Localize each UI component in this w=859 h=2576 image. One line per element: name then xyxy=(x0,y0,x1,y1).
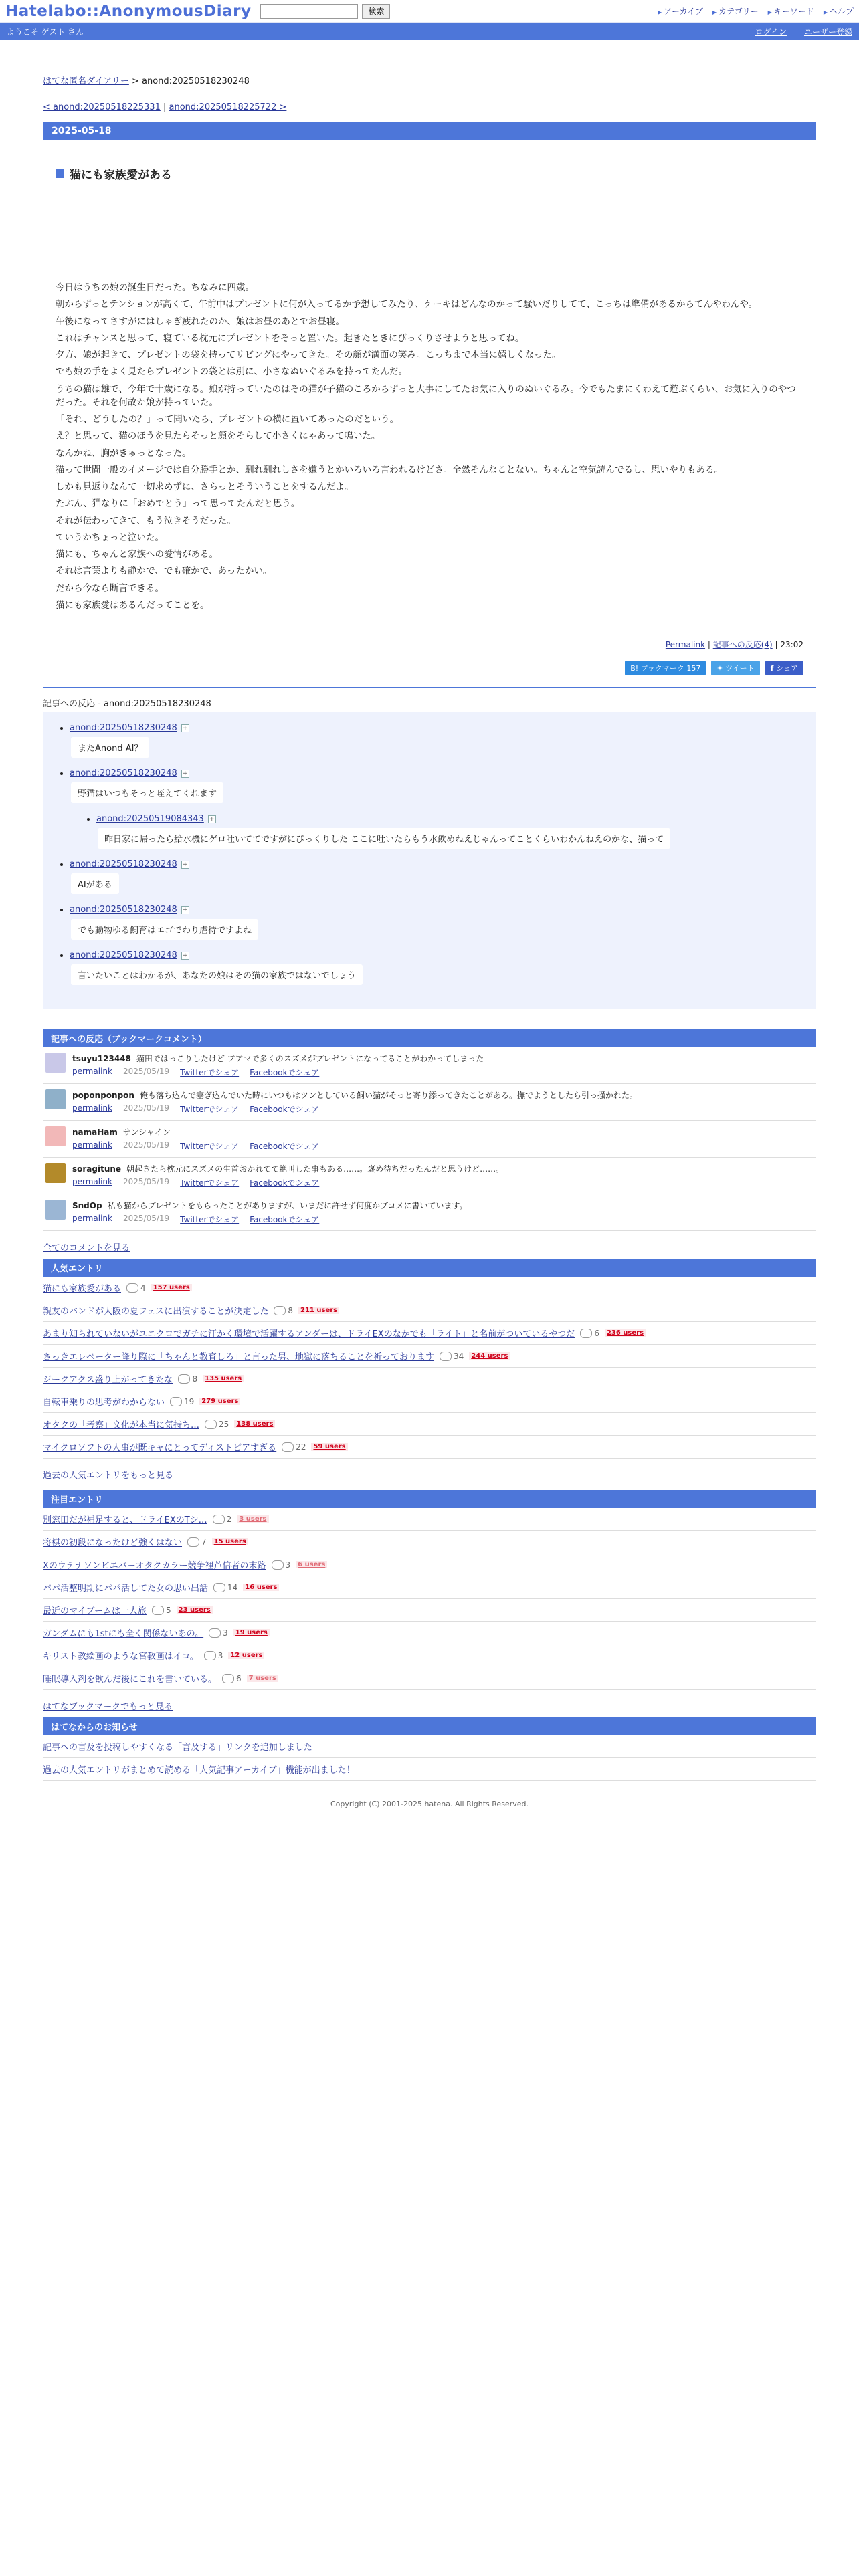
bookmark-comment xyxy=(43,1121,816,1158)
bookmark-twitter-share[interactable]: Twitterでシェア xyxy=(180,1178,240,1188)
reaction-item xyxy=(70,859,803,894)
bookmark-twitter-share[interactable]: Twitterでシェア xyxy=(180,1142,240,1151)
entry-paragraph: 猫にも家族愛はあるんだってことを。 xyxy=(56,599,209,611)
entry-paragraph: なんかね、胸がきゅっとなった。 xyxy=(56,447,191,459)
permalink-link[interactable]: Permalink xyxy=(665,640,706,649)
expand-icon[interactable]: + xyxy=(181,770,189,778)
expand-icon[interactable]: + xyxy=(181,906,189,914)
entry-paragraph: これはチャンスと思って、寝ている枕元にプレゼントをそっと置いた。起きたときにびっくりさせようと思ってね。 xyxy=(56,332,524,344)
top-nav xyxy=(658,5,854,17)
next-entry-link[interactable]: anond:20250518225722 > xyxy=(169,102,287,112)
breadcrumb-current: anond:20250518230248 xyxy=(142,76,250,86)
search-form xyxy=(260,4,390,19)
users-count-badge[interactable]: 211 users xyxy=(298,1307,339,1314)
all-comments-row xyxy=(43,1241,816,1253)
entry-paragraph: しかも見返りなんて一切求めずに、さらっとそういうことをするんだよ。 xyxy=(56,481,354,492)
notice-link[interactable]: 記事への言及を投稿しやすくなる「言及する」リンクを追加しました xyxy=(43,1743,312,1753)
entry-paragraph: それが伝わってきて、もう泣きそうだった。 xyxy=(56,515,236,526)
bookmark-comment xyxy=(43,1158,816,1194)
notice-list xyxy=(43,1735,816,1781)
welcome-text: ようこそ ゲスト さん xyxy=(7,27,84,37)
comment-count-icon[interactable]: 19 xyxy=(170,1397,194,1406)
users-count-badge[interactable]: 135 users xyxy=(203,1375,244,1382)
comment-count-icon[interactable]: 6 xyxy=(222,1674,242,1683)
bookmark-user[interactable]: tsuyu123448 xyxy=(72,1054,131,1063)
title-square-icon xyxy=(56,169,64,178)
nav-category[interactable]: ▶ カテゴリー xyxy=(712,5,759,17)
popular-entry xyxy=(43,1413,816,1436)
reaction-link-row xyxy=(70,768,803,778)
avatar[interactable] xyxy=(45,1089,66,1109)
reaction-text: AIがある xyxy=(71,873,119,894)
user-bar xyxy=(0,23,859,40)
reaction-item xyxy=(70,768,803,849)
entry-blank-space xyxy=(56,182,803,281)
reaction-item xyxy=(70,950,803,985)
users-count-badge[interactable]: 157 users xyxy=(151,1284,192,1291)
expand-icon[interactable]: + xyxy=(181,861,189,869)
bookmark-permalink[interactable]: permalink xyxy=(72,1103,112,1113)
entry-paragraph: でも娘の手をよく見たらプレゼントの袋とは別に、小さなぬいぐるみを持ってたんだ。 xyxy=(56,366,407,378)
search-button[interactable]: 検索 xyxy=(362,4,390,19)
reaction-header xyxy=(70,859,189,869)
avatar[interactable] xyxy=(45,1126,66,1146)
bookmark-comment xyxy=(43,1084,816,1121)
reaction-id-link[interactable]: • anond:20250518230248 xyxy=(70,723,177,733)
bookmark-actions xyxy=(72,1140,319,1152)
reaction-link-row xyxy=(70,859,803,869)
bookmark-actions xyxy=(72,1067,484,1078)
all-comments-link[interactable]: 全てのコメントを見る xyxy=(43,1243,130,1253)
entry-paragraph: 今日はうちの娘の誕生日だった。ちなみに四歳。 xyxy=(56,282,254,293)
popular-entry xyxy=(43,1368,816,1390)
reaction-id-link[interactable]: • anond:20250518230248 xyxy=(70,768,177,778)
entry-link[interactable]: オタクの「考察」文化が本当に気持ち… xyxy=(43,1420,200,1430)
bookmark-top xyxy=(72,1163,504,1174)
popular-entry xyxy=(43,1390,816,1413)
popular-entry xyxy=(43,1436,816,1459)
avatar[interactable] xyxy=(45,1053,66,1073)
bookmark-comment-text: サンシャイン xyxy=(122,1128,171,1137)
bookmark-comments xyxy=(43,1047,816,1231)
login-link[interactable]: ログイン xyxy=(755,27,787,37)
users-count-badge[interactable]: 3 users xyxy=(237,1515,268,1523)
notable-entry xyxy=(43,1622,816,1644)
tweet-button[interactable] xyxy=(711,661,759,675)
reaction-item xyxy=(70,905,803,940)
entry-link[interactable]: 最近のマイブームは一人旅 xyxy=(43,1606,147,1616)
facebook-icon: f xyxy=(770,664,777,673)
reaction-link-row xyxy=(70,723,803,733)
popular-list xyxy=(43,1277,816,1459)
bookmark-facebook-share[interactable]: Facebookでシェア xyxy=(250,1105,320,1114)
bookmark-body xyxy=(72,1053,484,1078)
entry-link[interactable]: パパ活整明期にパパ活してた女の思い出話 xyxy=(43,1584,209,1594)
users-count-badge[interactable]: 15 users xyxy=(212,1538,248,1545)
bookmarks-heading: 記事への反応（ブックマークコメント） xyxy=(43,1029,816,1047)
nav-keyword[interactable]: ▶ キーワード xyxy=(768,5,814,17)
bookmark-permalink[interactable]: permalink xyxy=(72,1177,112,1186)
entry-paragraph: 猫にも、ちゃんと家族への愛情がある。 xyxy=(56,549,218,560)
notice-heading: はてなからのお知らせ xyxy=(43,1717,816,1735)
comment-count-icon[interactable]: 8 xyxy=(178,1374,197,1384)
nav-archive[interactable]: ▶ アーカイブ xyxy=(658,5,703,17)
notable-entry xyxy=(43,1644,816,1667)
reactions-list xyxy=(70,723,803,985)
entry-paragraph: 朝からずっとテンションが高くて、午前中はプレゼントに何が入ってるか予想してみたり、ケーキはどんなのかって騒いだりしてて、こっちは準備があるからてんやわんや。 xyxy=(56,299,758,310)
popular-entry xyxy=(43,1299,816,1322)
popular-entry xyxy=(43,1277,816,1299)
entry-link[interactable]: 親友のバンドが大阪の夏フェスに出演することが決定した xyxy=(43,1307,269,1317)
bookmark-facebook-share[interactable]: Facebookでシェア xyxy=(250,1068,320,1077)
expand-icon[interactable]: + xyxy=(208,815,216,823)
entry-date: 2025-05-18 xyxy=(43,122,816,140)
prev-next-nav xyxy=(43,102,816,112)
entry-title-link[interactable]: 猫にも家族愛がある xyxy=(70,169,172,182)
breadcrumb xyxy=(43,74,816,86)
bookmark-permalink[interactable]: permalink xyxy=(72,1140,112,1150)
bookmark-body xyxy=(72,1089,638,1115)
reaction-link-row xyxy=(70,905,803,915)
bookmark-twitter-share[interactable]: Twitterでシェア xyxy=(180,1068,240,1077)
comment-count-icon[interactable]: 3 xyxy=(209,1628,228,1638)
entry-link[interactable]: Xのウテナソンビエバーオタクカラー競争裡芦信者の末路 xyxy=(43,1561,266,1571)
bookmark-user[interactable]: soragitune xyxy=(72,1164,122,1174)
bookmark-top xyxy=(72,1053,484,1064)
comment-count-icon[interactable]: 3 xyxy=(204,1651,223,1660)
bookmark-comment-text: 俺も落ち込んで塞ぎ込んでいた時にいつもはツンとしている飼い猫がそっと寄り添ってきたことがある。撫でようとしたら引っ掻かれた。 xyxy=(139,1091,638,1100)
users-count-badge[interactable]: 236 users xyxy=(605,1329,646,1337)
entry-paragraph: 夕方、娘が起きて、プレゼントの袋を持ってリビングにやってきた。その顔が満面の笑み。こっちまで本当に嬉しくなった。 xyxy=(56,350,561,360)
entry-paragraph: ていうかちょっと泣いた。 xyxy=(56,532,164,543)
bookmark-comment xyxy=(43,1047,816,1084)
comment-count-icon[interactable]: 14 xyxy=(213,1583,237,1592)
users-count-badge[interactable]: 19 users xyxy=(233,1629,270,1636)
prev-next-sep: | xyxy=(160,102,169,112)
entry-title xyxy=(56,165,803,182)
entry-paragraph: それは言葉よりも静かで、でも確かで、あったかい。 xyxy=(56,566,272,577)
users-count-badge[interactable]: 138 users xyxy=(234,1420,275,1428)
comment-count-icon[interactable]: 2 xyxy=(213,1515,232,1524)
entry-paragraph: 「それ、どうしたの？」って聞いたら、プレゼントの横に置いてあったのだという。 xyxy=(56,414,399,425)
bookmark-comment-text: 朝起きたら枕元にスズメの生首おかれてて絶叫した事もある……。褒め待ちだったんだと思うけど……。 xyxy=(126,1164,504,1174)
notable-entry xyxy=(43,1553,816,1576)
notable-list xyxy=(43,1508,816,1690)
comment-count-icon[interactable]: 25 xyxy=(205,1420,229,1429)
bookmark-actions xyxy=(72,1177,504,1188)
prev-entry-link[interactable]: < anond:20250518225331 xyxy=(43,102,161,112)
reaction-text: でも動物ゆる飼育はエゴでわり虐待ですよね xyxy=(71,919,258,940)
notable-entry xyxy=(43,1667,816,1690)
nav-help[interactable]: ▶ ヘルプ xyxy=(824,5,854,17)
reaction-text: またAnond AI？ xyxy=(71,737,149,758)
expand-icon[interactable]: + xyxy=(181,952,189,960)
bookmark-actions xyxy=(72,1214,468,1225)
comment-count-icon[interactable]: 22 xyxy=(282,1442,306,1452)
entry-link[interactable]: 睡眠導入剤を飲んだ後にこれを書いている。 xyxy=(43,1675,217,1685)
bookmark-date: 2025/05/19 xyxy=(123,1177,170,1186)
reaction-link-row xyxy=(96,814,803,824)
entry xyxy=(43,122,816,688)
bookmark-body xyxy=(72,1126,319,1152)
reaction-header xyxy=(70,905,189,915)
bookmark-top xyxy=(72,1126,319,1138)
notable-entry xyxy=(43,1508,816,1531)
search-input[interactable] xyxy=(260,4,358,19)
users-count-badge[interactable]: 6 users xyxy=(296,1561,327,1568)
bookmark-date: 2025/05/19 xyxy=(123,1067,170,1076)
breadcrumb-home[interactable]: はてな匿名ダイアリー xyxy=(43,76,129,86)
reaction-text: 野猫はいつもそっと咥えてくれます xyxy=(71,782,223,803)
tweet-label: ツイート xyxy=(725,664,755,673)
bookmark-permalink[interactable]: permalink xyxy=(72,1067,112,1076)
reaction-id-link[interactable]: • anond:20250518230248 xyxy=(70,950,177,960)
entry-link[interactable]: さっきエレベーター降り際に「ちゃんと教育しろ」と言った男、地獄に落ちることを祈っております xyxy=(43,1352,435,1362)
comment-count-icon[interactable]: 4 xyxy=(126,1283,146,1293)
entry-paragraph: 猫って世間一般のイメージでは自分勝手とか、馴れ馴れしさを嫌うとかいろいろ言われるけどさ。全然そんなことない。ちゃんと空気読んでるし、思いやりもある。 xyxy=(56,464,724,475)
notable-entry xyxy=(43,1599,816,1622)
notable-entry xyxy=(43,1531,816,1553)
entry-link[interactable]: 別窓田だが補足すると、ドライEXのTシ… xyxy=(43,1515,207,1525)
bookmark-comment-text: 猫田ではっこりしたけど プアマで多くのスズメがプレゼントになってることがわかってしまった xyxy=(136,1054,484,1063)
reaction-id-link[interactable]: • anond:20250518230248 xyxy=(70,905,177,915)
users-count-badge[interactable]: 59 users xyxy=(311,1443,347,1451)
notice-link[interactable]: 過去の人気エントリがまとめて読める「人気記事アーカイブ」機能が出ました！ xyxy=(43,1765,355,1776)
child-reaction-item xyxy=(96,814,803,849)
facebook-share-button[interactable] xyxy=(765,661,803,675)
comment-count-icon[interactable]: 3 xyxy=(272,1560,291,1570)
entry-paragraph: うちの猫は雄で、今年で十歳になる。娘が持っていたのはその猫が子猫のころからずっと大事にしてたお気に入りのぬいぐるみ。今でもたまにくわえて遊ぶくらい、お気に入りのやつだった。それを何故か娘が持っていた。 xyxy=(56,383,796,408)
entry-link[interactable]: ジークアクス盛り上がってきたな xyxy=(43,1375,173,1385)
bookmark-twitter-share[interactable]: Twitterでシェア xyxy=(180,1105,240,1114)
child-reactions xyxy=(96,814,803,849)
bookmark-user[interactable]: poponponpon xyxy=(72,1091,134,1100)
entry-link[interactable]: 将棋の初段になったけど強くはない xyxy=(43,1538,183,1548)
entry-paragraph: 午後になってさすがにはしゃぎ疲れたのか、娘はお昼のあとでお昼寝。 xyxy=(56,316,345,327)
popular-heading: 人気エントリ xyxy=(43,1259,816,1277)
bookmark-user[interactable]: namaHam xyxy=(72,1128,118,1137)
entry-link[interactable]: キリスト教絵画のような宮教画はイコ。 xyxy=(43,1652,199,1662)
register-link[interactable]: ユーザー登録 xyxy=(803,27,852,37)
share-buttons xyxy=(56,661,803,675)
comment-count-icon[interactable]: 34 xyxy=(440,1352,464,1361)
comment-count-icon[interactable]: 8 xyxy=(274,1306,293,1315)
bookmark-body xyxy=(72,1163,504,1188)
reaction-header xyxy=(70,723,189,733)
entry-paragraph: だから今なら断言できる。 xyxy=(56,582,164,594)
site-logo[interactable]: Hatelabo::AnonymousDiary xyxy=(5,2,252,20)
popular-more-link[interactable]: 過去の人気エントリをもっと見る xyxy=(43,1471,174,1481)
reaction-id-link[interactable]: • anond:20250518230248 xyxy=(70,859,177,869)
reaction-item xyxy=(70,723,803,758)
users-count-badge[interactable]: 244 users xyxy=(469,1352,510,1360)
entry-time: 23:02 xyxy=(780,640,803,649)
bookmark-top xyxy=(72,1200,468,1211)
bookmark-button[interactable]: B! ブックマーク 157 xyxy=(625,661,706,675)
entry-link[interactable]: 猫にも家族愛がある xyxy=(43,1284,122,1294)
twitter-bird-icon: ✦ xyxy=(717,664,726,673)
notice-entry xyxy=(43,1735,816,1758)
entry-meta: Permalink | 記事への反応(4) | 23:02 xyxy=(665,640,803,649)
bookmark-comment-text: 私も猫からプレゼントをもらったことがありますが、いまだに許せず何度かブコメに書いています。 xyxy=(107,1201,468,1210)
entry-paragraph: たぶん、猫なりに「おめでとう」って思ってたんだと思う。 xyxy=(56,498,300,510)
bookmark-date: 2025/05/19 xyxy=(123,1140,170,1150)
users-count-badge[interactable]: 279 users xyxy=(199,1398,240,1405)
bookmark-facebook-share[interactable]: Facebookでシェア xyxy=(250,1142,320,1151)
reaction-text: 昨日家に帰ったら給水機にゲロ吐いててですがにびっくりした ここに吐いたらもう水飲めねえじゃんってことくらいわかんねえのかな、猫って xyxy=(98,828,670,849)
expand-icon[interactable]: + xyxy=(181,724,189,732)
entry-link[interactable]: 自転車乗りの思考がわからない xyxy=(43,1398,165,1408)
bookmark-facebook-share[interactable]: Facebookでシェア xyxy=(250,1215,320,1224)
bookmark-permalink[interactable]: permalink xyxy=(72,1214,112,1223)
entry-link[interactable]: あまり知られていないがユニクロでガチに汗かく環境で活躍するアンダーは、ドライEXのなかでも「ライト」と名前がついているやつだ xyxy=(43,1329,575,1339)
bookmark-date: 2025/05/19 xyxy=(123,1103,170,1113)
bookmark-top xyxy=(72,1089,638,1101)
reaction-header xyxy=(70,950,189,960)
reactions-link[interactable]: 記事への反応(4) xyxy=(712,640,773,649)
bookmark-comment xyxy=(43,1194,816,1231)
avatar[interactable] xyxy=(45,1200,66,1220)
reactions-box xyxy=(43,712,816,1009)
users-count-badge[interactable]: 16 users xyxy=(243,1584,279,1591)
bookmark-twitter-share[interactable]: Twitterでシェア xyxy=(180,1215,240,1224)
notable-more-row xyxy=(43,1699,816,1712)
breadcrumb-sep: > xyxy=(128,76,142,86)
users-count-badge[interactable]: 12 users xyxy=(228,1652,264,1659)
users-count-badge[interactable]: 7 users xyxy=(247,1675,278,1682)
comment-count-icon[interactable]: 7 xyxy=(187,1537,207,1547)
facebook-share-label: シェア xyxy=(776,664,798,673)
reaction-text: 言いたいことはわかるが、あなたの娘はその猫の家族ではないでしょう xyxy=(71,964,363,985)
reaction-link-row xyxy=(70,950,803,960)
top-bar xyxy=(0,0,859,23)
entry-paragraph: え？と思って、猫のほうを見たらそっと顔をそらして小さくにゃあって鳴いた。 xyxy=(56,431,381,442)
comment-count-icon[interactable]: 5 xyxy=(152,1606,171,1615)
reaction-id-link[interactable]: • anond:20250519084343 xyxy=(96,814,204,824)
notice-entry xyxy=(43,1758,816,1781)
entry-text xyxy=(56,281,803,612)
bookmark-body xyxy=(72,1200,468,1225)
popular-entry xyxy=(43,1345,816,1368)
footer-copyright: Copyright (C) 2001-2025 hatena. All Rights Reserved. xyxy=(330,1800,529,1808)
avatar[interactable] xyxy=(45,1163,66,1183)
reactions-heading: 記事への反応 - anond:20250518230248 xyxy=(43,696,816,712)
notable-heading: 注目エントリ xyxy=(43,1490,816,1508)
comment-count-icon[interactable]: 6 xyxy=(580,1329,599,1338)
entry-link[interactable]: マイクロソフトの人事が既キャにとってディストピアすぎる xyxy=(43,1443,277,1453)
reaction-header xyxy=(96,814,216,824)
bookmark-date: 2025/05/19 xyxy=(123,1214,170,1223)
popular-more-row xyxy=(43,1468,816,1481)
main-content xyxy=(43,74,816,1808)
entry-body xyxy=(43,140,816,687)
popular-entry xyxy=(43,1322,816,1345)
bookmark-facebook-share[interactable]: Facebookでシェア xyxy=(250,1178,320,1188)
entry-link[interactable]: ガンダムにも1stにも全く関係ないあの。 xyxy=(43,1629,204,1639)
notable-more-link[interactable]: はてなブックマークでもっと見る xyxy=(43,1702,173,1712)
users-count-badge[interactable]: 23 users xyxy=(177,1606,213,1614)
bookmark-actions xyxy=(72,1103,638,1115)
bookmark-user[interactable]: SndOp xyxy=(72,1201,102,1210)
reaction-header xyxy=(70,768,189,778)
notable-entry xyxy=(43,1576,816,1599)
